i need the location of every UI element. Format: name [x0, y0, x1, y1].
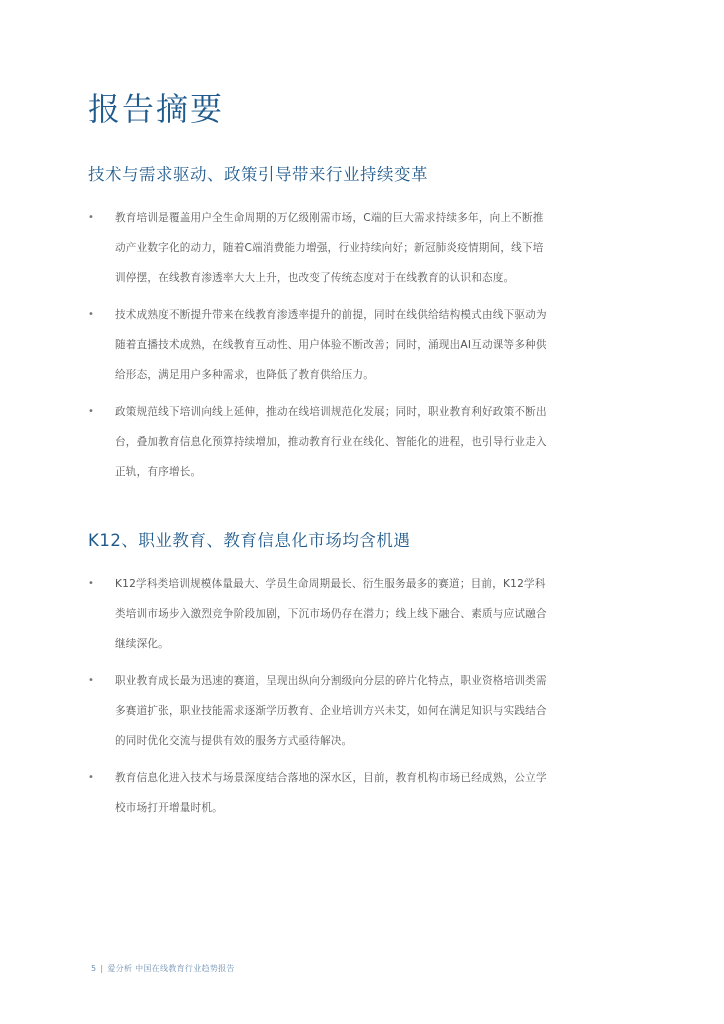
- bullet-icon: •: [88, 772, 95, 783]
- list-item: [88, 763, 548, 823]
- section-heading-markets: K12、职业教育、教育信息化市场均含机遇: [88, 531, 411, 550]
- page-number: 5: [91, 964, 97, 973]
- bullet-text: 政策规范线下培训向线上延伸，推动在线培训规范化发展；同时，职业教育利好政策不断出台，叠加教育信息化预算持续增加，推动教育行业在线化、智能化的进程，也引导行业走入正轨，有序增长。: [115, 406, 547, 478]
- list-item: [88, 569, 548, 659]
- bullet-text: 教育信息化进入技术与场景深度结合落地的深水区，目前，教育机构市场已经成熟，公立学校市场打开增量时机。: [115, 772, 547, 814]
- bullet-icon: •: [88, 406, 95, 417]
- page-title: 报告摘要: [88, 90, 225, 128]
- bullet-text: K12学科类培训规模体量最大、学员生命周期最长、衍生服务最多的赛道；目前，K12学科类培训市场步入激烈竞争阶段加剧，下沉市场仍存在潜力；线上线下融合、素质与应试融合继续深化。: [115, 578, 547, 650]
- list-item: [88, 203, 548, 293]
- bullet-icon: •: [88, 675, 95, 686]
- footer-separator: |: [100, 964, 104, 973]
- footer-report-title: 爱分析 中国在线教育行业趋势报告: [107, 964, 235, 973]
- list-item: [88, 397, 548, 487]
- markets-bullet-list: [88, 569, 548, 830]
- bullet-icon: •: [88, 309, 95, 320]
- bullet-text: 技术成熟度不断提升带来在线教育渗透率提升的前提，同时在线供给结构模式由线下驱动为随着直播技术成熟，在线教育互动性、用户体验不断改善；同时，涌现出AI互动课等多种供给形态，满足用户多种需求，也降低了教育供给压力。: [115, 309, 547, 381]
- bullet-text: 教育培训是覆盖用户全生命周期的万亿级刚需市场，C端的巨大需求持续多年，向上不断推动产业数字化的动力，随着C端消费能力增强，行业持续向好；新冠肺炎疫情期间，线下培训停摆，在线教育渗透率大大上升，也改变了传统态度对于在线教育的认识和态度。: [115, 212, 544, 284]
- bullet-icon: •: [88, 212, 95, 223]
- drivers-bullet-list: [88, 203, 548, 494]
- list-item: [88, 666, 548, 756]
- bullet-icon: •: [88, 578, 95, 589]
- bullet-text: 职业教育成长最为迅速的赛道，呈现出纵向分割级向分层的碎片化特点，职业资格培训类需多赛道扩张，职业技能需求逐渐学历教育、企业培训方兴未艾，如何在满足知识与实践结合的同时优化交流与提供有效的服务方式亟待解决。: [115, 675, 547, 747]
- page-footer: [91, 963, 235, 974]
- section-heading-drivers: 技术与需求驱动、政策引导带来行业持续变革: [88, 165, 428, 184]
- list-item: [88, 300, 548, 390]
